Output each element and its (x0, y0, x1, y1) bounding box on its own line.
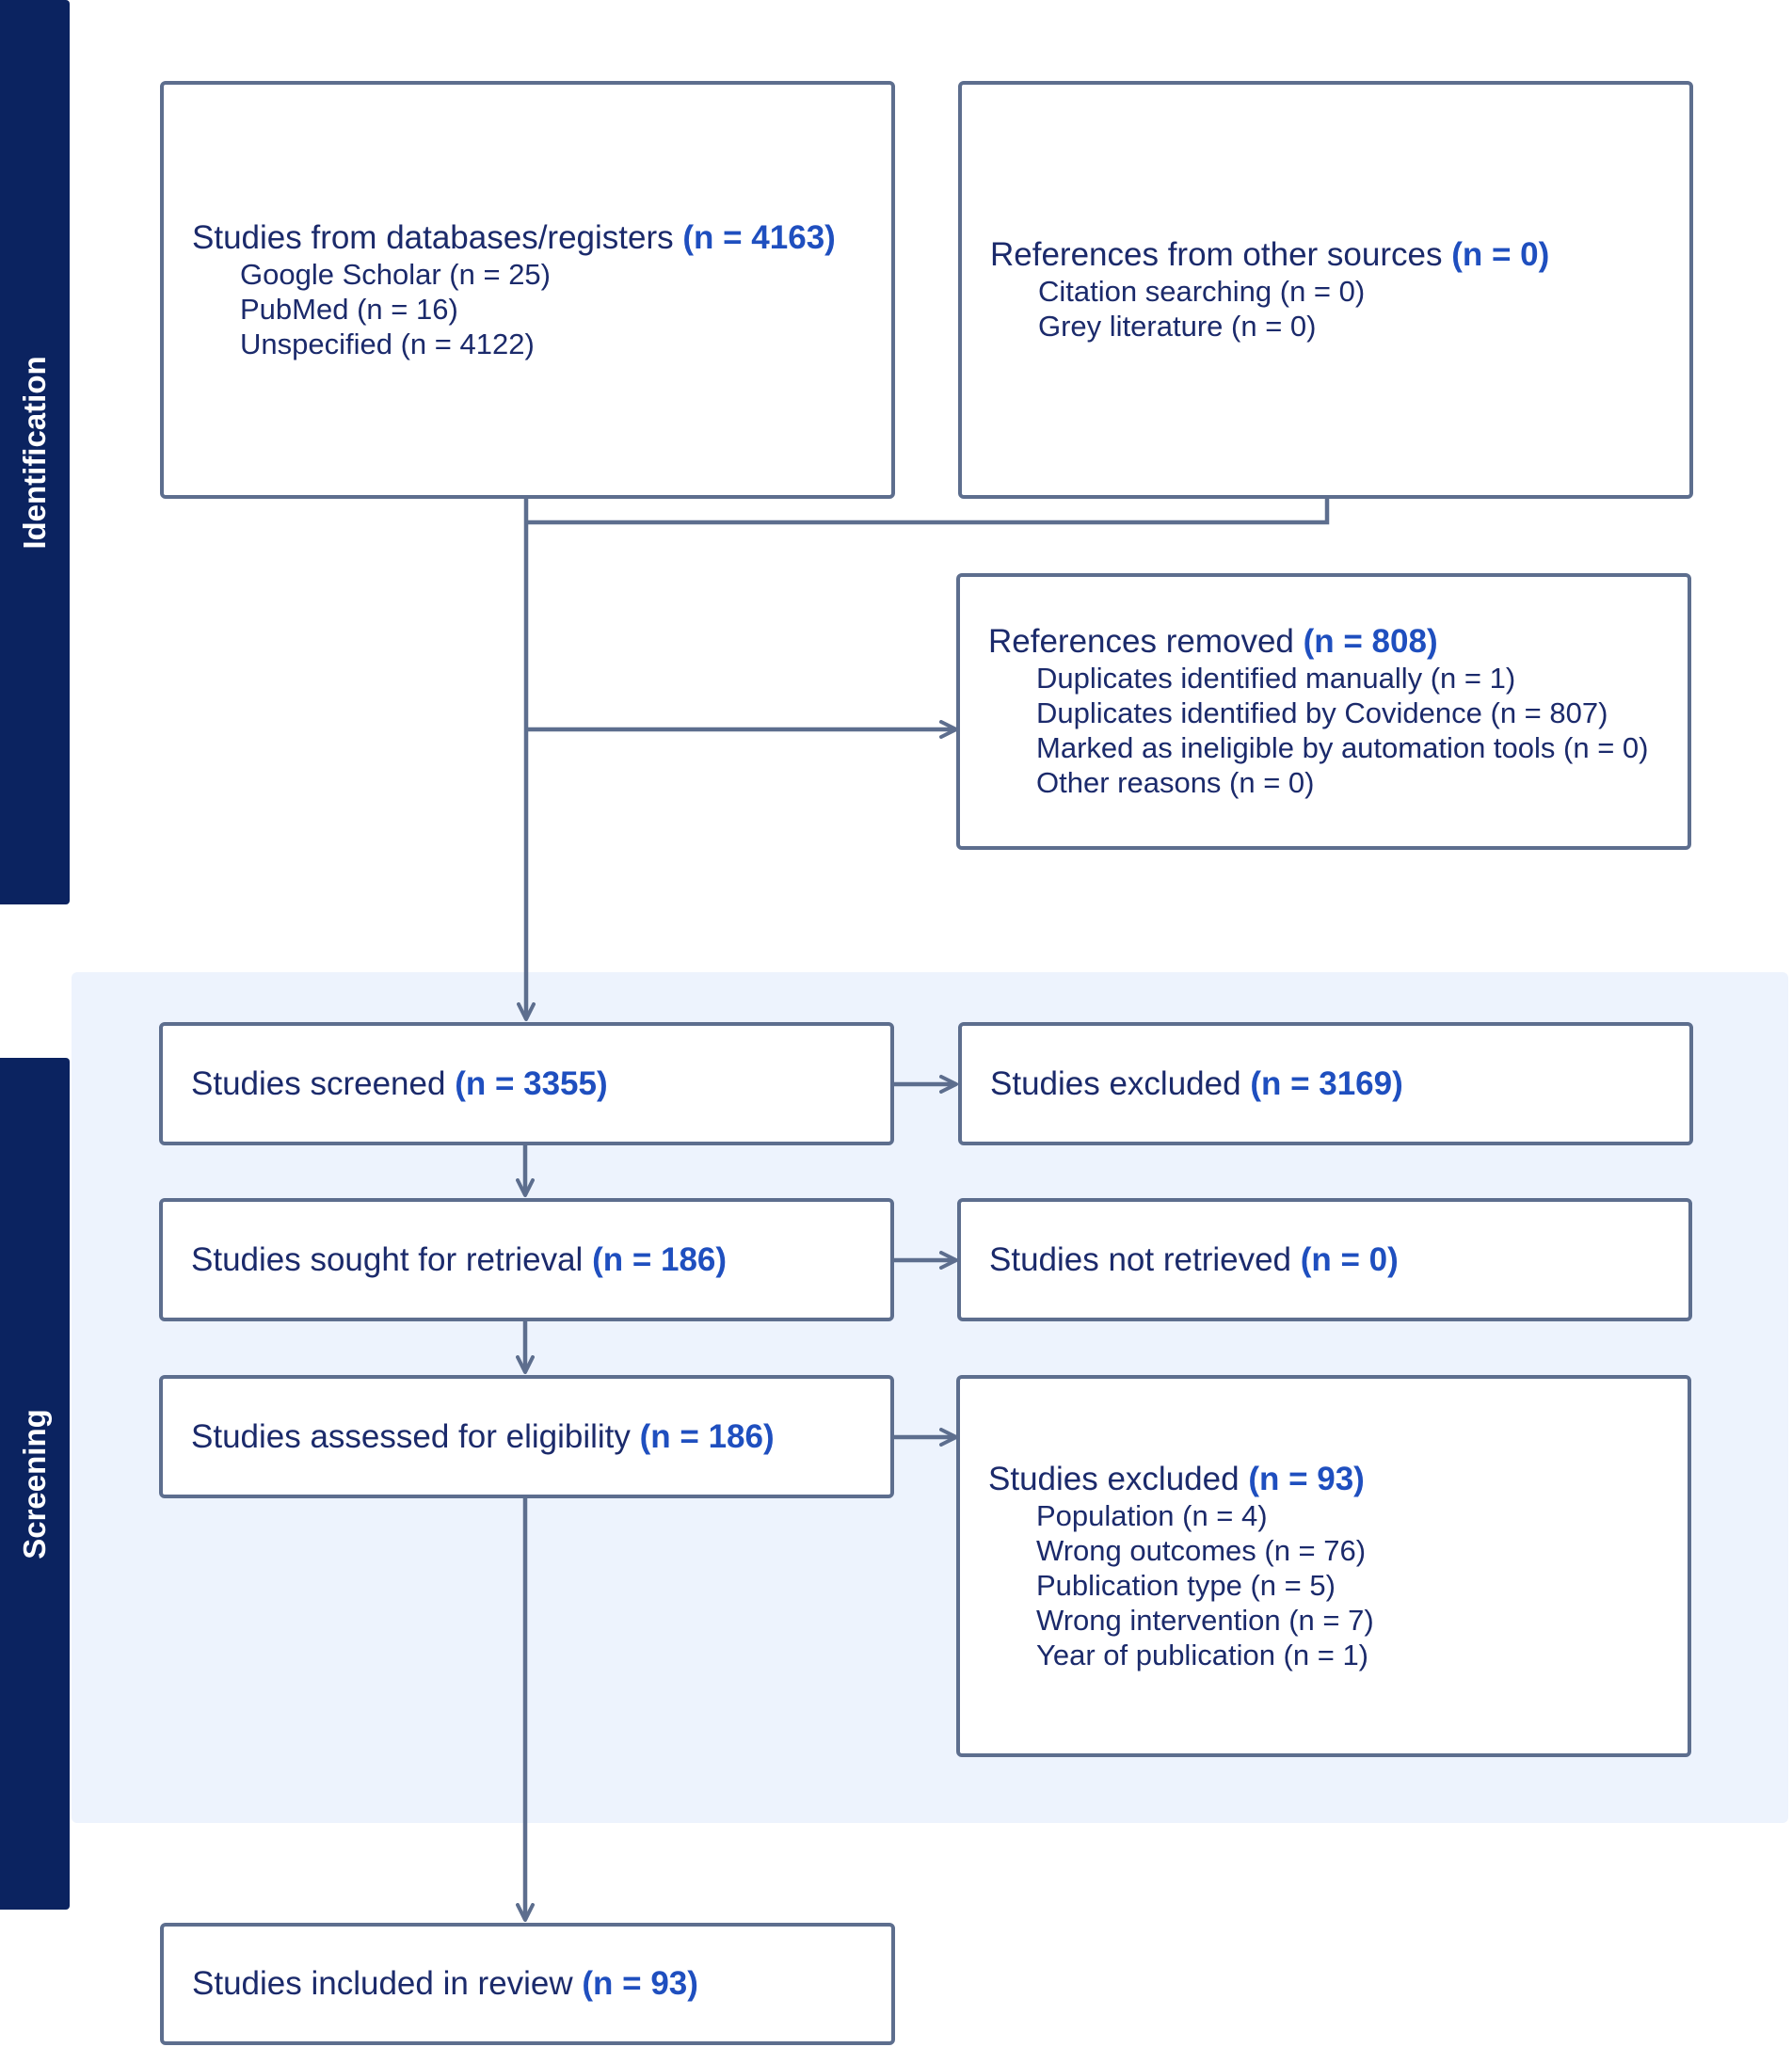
phase-label-screening: Screening (17, 1408, 52, 1559)
sought-count: (n = 186) (592, 1240, 728, 1278)
excluded-eligibility-title: Studies excluded (988, 1460, 1240, 1497)
excluded-eligibility-item: Wrong outcomes (n = 76) (1036, 1533, 1367, 1567)
not-retrieved-count: (n = 0) (1300, 1240, 1399, 1278)
databases-title: Studies from databases/registers (192, 218, 674, 256)
removed-item: Duplicates identified by Covidence (n = 807) (1036, 696, 1608, 729)
box-studies-excluded-eligibility (956, 1375, 1691, 1757)
removed-item: Marked as ineligible by automation tools (n = 0) (1036, 731, 1649, 764)
screened-count: (n = 3355) (455, 1064, 608, 1102)
removed-title: References removed (988, 623, 1294, 660)
box-other-sources (958, 81, 1693, 499)
box-studies-not-retrieved (957, 1198, 1692, 1321)
excluded-screening-title: Studies excluded (990, 1064, 1241, 1102)
box-studies-screened (159, 1022, 894, 1145)
sought-title: Studies sought for retrieval (191, 1240, 584, 1278)
assessed-count: (n = 186) (639, 1417, 775, 1455)
databases-item: Unspecified (n = 4122) (240, 327, 535, 360)
box-studies-excluded-screening (958, 1022, 1693, 1145)
other-sources-item: Grey literature (n = 0) (1038, 310, 1317, 343)
included-title: Studies included in review (192, 1965, 573, 2002)
excluded-eligibility-item: Year of publication (n = 1) (1036, 1638, 1369, 1671)
box-databases (160, 81, 895, 499)
box-studies-sought (159, 1198, 894, 1321)
box-references-removed (956, 573, 1691, 850)
databases-item: Google Scholar (n = 25) (240, 257, 551, 291)
assessed-title: Studies assessed for eligibility (191, 1417, 631, 1455)
excluded-eligibility-item: Population (n = 4) (1036, 1498, 1268, 1532)
other-sources-item: Citation searching (n = 0) (1038, 275, 1366, 308)
removed-item: Duplicates identified manually (n = 1) (1036, 662, 1516, 695)
box-studies-assessed (159, 1375, 894, 1498)
phase-label-identification: Identification (17, 355, 52, 550)
box-studies-included (160, 1923, 895, 2045)
included-count: (n = 93) (582, 1965, 698, 2002)
excluded-screening-count: (n = 3169) (1250, 1064, 1403, 1102)
not-retrieved-title: Studies not retrieved (989, 1240, 1292, 1278)
screened-title: Studies screened (191, 1064, 446, 1102)
excluded-eligibility-item: Wrong intervention (n = 7) (1036, 1603, 1374, 1637)
excluded-eligibility-item: Publication type (n = 5) (1036, 1568, 1336, 1602)
removed-count: (n = 808) (1303, 623, 1438, 660)
excluded-eligibility-count: (n = 93) (1248, 1460, 1365, 1497)
other-sources-count: (n = 0) (1451, 236, 1550, 273)
other-sources-title: References from other sources (990, 236, 1443, 273)
databases-count: (n = 4163) (682, 218, 836, 256)
removed-item: Other reasons (n = 0) (1036, 766, 1315, 799)
databases-item: PubMed (n = 16) (240, 292, 458, 326)
